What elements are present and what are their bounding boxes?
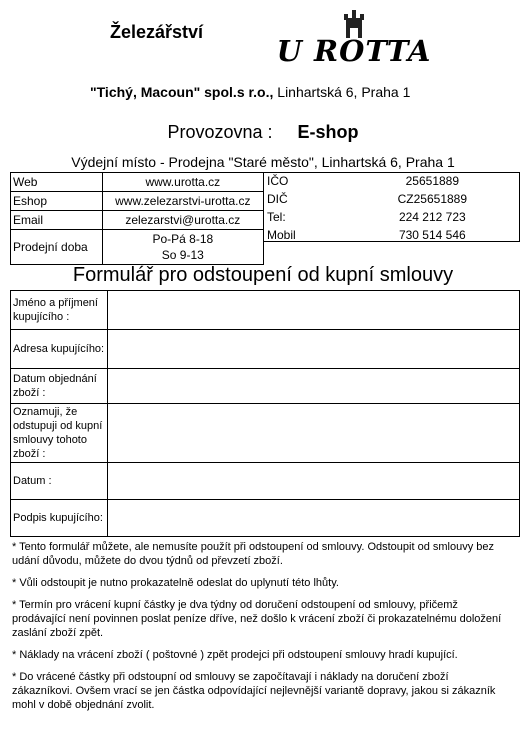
opening-row — [11, 230, 264, 265]
buyer-address-field[interactable] — [108, 330, 520, 369]
contact-row — [264, 226, 520, 244]
note: * Vůli odstoupit je nutno prokazatelně odeslat do uplynutí této lhůty. — [12, 577, 339, 589]
form-row — [11, 500, 520, 537]
contact-row — [11, 192, 264, 211]
logo — [270, 8, 438, 74]
opening-saturday: So 9-13 — [161, 248, 204, 262]
form-row — [11, 330, 520, 369]
contact-label: DIČ — [267, 192, 288, 206]
contact-row — [11, 211, 264, 230]
pickup-location: Výdejní místo - Prodejna "Staré město", Linhartská 6, Praha 1 — [71, 154, 455, 170]
contact-value: 224 212 723 — [398, 210, 466, 224]
contact-row — [264, 172, 520, 190]
company-name: "Tichý, Macoun" spol.s r.o., — [90, 84, 274, 100]
contact-label: Tel: — [267, 210, 286, 224]
form-label: Datum : — [11, 463, 108, 500]
contact-value: 25651889 — [405, 174, 460, 188]
notes — [12, 540, 512, 720]
form-row — [11, 369, 520, 404]
contact-value: 730 514 546 — [398, 228, 466, 242]
company-line — [90, 84, 410, 100]
form-label: Jméno a příjmení kupujícího : — [11, 291, 108, 330]
note: * Tento formulář můžete, ale nemusíte použít při odstoupení od smlouvy. Odstoupit od smlouvy bez udání důvodu, můžete do dvou týdnů od převzetí zboží. — [12, 541, 495, 567]
contact-label: Web — [11, 173, 103, 192]
opening-weekdays: Po-Pá 8-18 — [152, 232, 214, 246]
opening-hours — [102, 230, 263, 265]
eshop-link[interactable]: www.zelezarstvi-urotta.cz — [102, 192, 263, 211]
goods-field[interactable] — [108, 404, 520, 463]
withdrawal-form — [10, 290, 520, 537]
form-label: Oznamuji, že odstupuji od kupní smlouvy tohoto zboží : — [11, 404, 108, 463]
prov-value: E-shop — [297, 122, 359, 142]
contact-row — [264, 208, 520, 226]
form-title: Formulář pro odstoupení od kupní smlouvy — [72, 264, 454, 286]
form-row — [11, 404, 520, 463]
form-label: Adresa kupujícího: — [11, 330, 108, 369]
email-link[interactable]: zelezarstvi@urotta.cz — [102, 211, 263, 230]
form-label: Podpis kupujícího: — [11, 500, 108, 537]
buyer-name-field[interactable] — [108, 291, 520, 330]
signature-field[interactable] — [108, 500, 520, 537]
opening-label: Prodejní doba — [11, 230, 103, 265]
form-label: Datum objednání zboží : — [11, 369, 108, 404]
contact-label: IČO — [267, 174, 289, 188]
contact-label: Eshop — [11, 192, 103, 211]
order-date-field[interactable] — [108, 369, 520, 404]
date-field[interactable] — [108, 463, 520, 500]
contact-table-right — [264, 172, 520, 244]
contact-row — [264, 190, 520, 208]
contact-value: CZ25651889 — [397, 192, 468, 206]
web-link[interactable]: www.urotta.cz — [102, 173, 263, 192]
note: * Termín pro vrácení kupní částky je dva týdny od doručení odstoupení od smlouvy, přičemž prodávající není povinnen poslat peníze dříve, než došlo k vrácení zboží či prokazatelnému doložení zaslání zboží zpět. — [12, 599, 502, 639]
prov-label: Provozovna : — [167, 122, 273, 142]
company-address: Linhartská 6, Praha 1 — [277, 84, 411, 100]
shop-prefix: Železářství — [110, 22, 204, 42]
contact-row — [11, 173, 264, 192]
form-row — [11, 463, 520, 500]
provozovna — [0, 122, 526, 143]
contact-label: Email — [11, 211, 103, 230]
logo-text: U ROTTA — [276, 34, 432, 68]
note: * Do vrácené částky při odstoupní od smlouvy se započítavají i náklady na doručení zboží zákazníkovi. Ovšem vrací se jen částka odpovídající nejlevnější variantě dopravy, jakou si zákazník mohl v době objednání zvolit. — [12, 671, 496, 711]
form-row — [11, 291, 520, 330]
note: * Náklady na vrácení zboží ( poštovné ) zpět prodejci při odstoupení smlouvy hradí kupující. — [12, 649, 458, 661]
contact-label: Mobil — [267, 228, 296, 242]
contact-table-left — [10, 172, 264, 265]
